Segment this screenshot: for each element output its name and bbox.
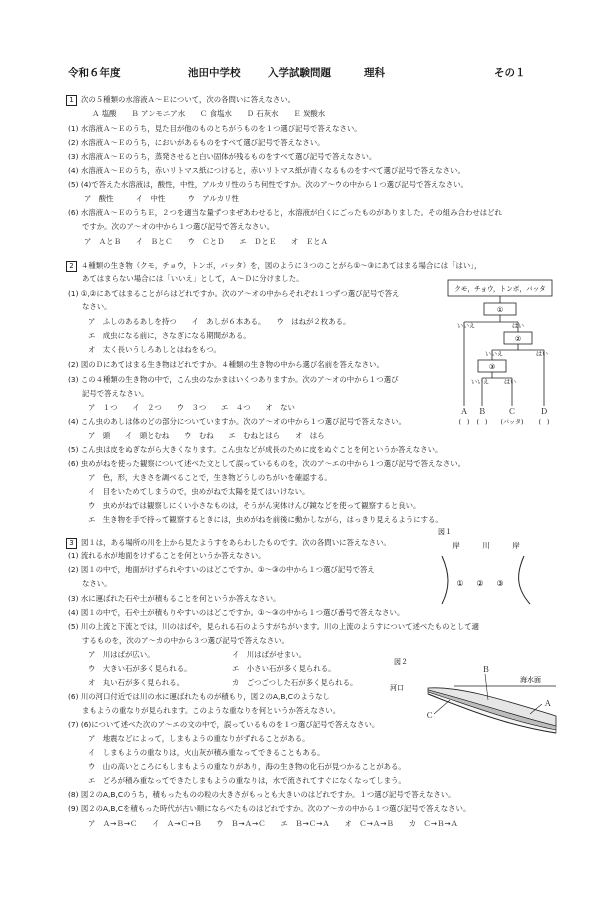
figure-2-estuary (388, 654, 560, 734)
figure-2-label: 図２ (394, 658, 408, 666)
q3-item: (6) 川の河口付近では川の水に運ばれたものが積もり，図２のA,B,Cのようなし (68, 692, 330, 701)
diagram-node-label: ① (496, 306, 504, 314)
diagram-yes-label: はい (511, 323, 525, 330)
q1-item-cont: ですか。次のア〜オの中から１つ選び記号で答えなさい。 (82, 222, 275, 231)
diagram-answer: ( ) (538, 419, 550, 426)
classification-diagram (444, 278, 558, 428)
diagram-node-label: ② (514, 335, 522, 343)
q2-item: (3) この４種類の生き物の中で，こん虫のなかまはいくつありますか。次のア〜オの中から１つ選び (68, 375, 399, 384)
diagram-no-label: いいえ (484, 351, 504, 358)
q3-item: (1) 流れる水が地面をけずることを何というか答えなさい。 (68, 551, 266, 560)
diagram-leaf: Ｂ (478, 407, 486, 416)
q2-choices: ア １つ イ ２つ ウ ３つ エ ４つ オ ない (88, 403, 295, 412)
q3-choice: ア 川はばが広い。 (88, 650, 155, 659)
layer-label-a: Ａ (544, 699, 552, 708)
diagram-answer: ( ) (476, 419, 488, 426)
diagram-leaf: Ｃ (508, 407, 516, 416)
q3-choice: エ 小さい石が多く見られる。 (232, 664, 336, 673)
q2-choice: イ 目をいためてしまうので，虫めがねで太陽を見てはいけない。 (88, 487, 310, 496)
q3-item: (4) 図１の中で，石や土が積もりやすいのはどこですか。①〜③の中から１つ選び番号で答えなさい。 (68, 608, 405, 617)
q2-choice: オ 太く長いうしろあしとはねをもつ。 (88, 345, 221, 354)
point-label: ③ (496, 579, 504, 588)
q1-item: (2) 水溶液Ａ〜Ｅのうち，においがあるものをすべて選び記号で答えなさい。 (68, 138, 325, 147)
q2-item: (6) 虫めがねを使った観察について述べた文として誤っているものを，次のア〜エの中から１つ選び記号で答えなさい。 (68, 459, 465, 468)
q1-choices: ア ＡとＢ イ ＢとＣ ウ ＣとＤ エ ＤとＥ オ ＥとＡ (84, 237, 328, 246)
q3-item-cont: まもようの重なりが見られます。このような重なりを何というか答えなさい。 (82, 706, 341, 715)
figure-1-river (420, 522, 560, 612)
question-1-intro: 次の５種類の水溶液Ａ〜Ｅについて，次の各問いに答えなさい。 (81, 95, 296, 104)
q3-item: (7) (6)について述べた次のア〜エの文の中で，誤っているものを１つ選び記号で答えなさい。 (68, 720, 380, 729)
q1-item: (5) (4)で答えた水溶液は，酸性，中性，アルカリ性のうち何性ですか。次のア〜ウの中から１つ選び記号で答えなさい。 (68, 180, 468, 189)
q1-item: (6) 水溶液Ａ〜ＥのうちＥ，２つを適当な量ずつまぜあわせると，水溶液が白くにごったものがありました。その組み合わせはどれ (68, 208, 502, 217)
question-number-box: 2 (66, 261, 77, 272)
q1-choices: ア 酸性 イ 中性 ウ アルカリ性 (84, 194, 239, 203)
layer-label-b: Ｂ (482, 665, 490, 674)
q3-item-cont: するものを，次のア〜カの中から３つ選び記号で答えなさい。 (82, 636, 289, 645)
q3-choice: イ 川はばがせまい。 (232, 650, 306, 659)
q3-item: (2) 図１の中で，地面がけずられやすいのはどこですか。①〜③の中から１つ選び記号で答え (68, 565, 375, 574)
q1-item: (1) 水溶液Ａ〜Ｅのうち，見た目が他のものとちがうものを１つ選び記号で答えなさい。 (68, 124, 362, 133)
q2-intro-cont: あてはまらない場合には「いいえ」として，Ａ〜Ｄに分けました。 (82, 274, 304, 283)
layer-label-c: Ｃ (426, 711, 434, 720)
q2-item-cont: 記号で答えなさい。 (82, 389, 149, 398)
page-label: その１ (494, 67, 526, 79)
subject-name: 理科 (364, 67, 385, 79)
diagram-node-label: ③ (488, 363, 496, 371)
figure-1-label: 図１ (438, 528, 452, 536)
diagram-leaf: Ｄ (540, 407, 548, 416)
question-number-box: 3 (66, 538, 77, 549)
q3-item: (3) 水に運ばれた石や土が積もることを何というか答えなさい。 (68, 594, 281, 603)
point-label: ② (476, 579, 484, 588)
q1-item: (3) 水溶液Ａ〜Ｅのうち，蒸発させると白い固体が残るものをすべて選び記号で答えなさい。 (68, 152, 377, 161)
q3-choice: ウ 大きい石が多く見られる。 (88, 664, 192, 673)
estuary-label: 河口 (390, 684, 404, 692)
q3-choices: ア Ａ→Ｂ→Ｃ イ Ａ→Ｃ→Ｂ ウ Ｂ→Ａ→Ｃ エ Ｂ→Ｃ→Ａ オ Ｃ→Ａ→Ｂ カ Ｃ→Ｂ→Ａ (88, 819, 458, 828)
q2-item: (2) 図のＤにあてはまる生き物はどれですか。４種類の生き物の中から選び名前を答えなさい。 (68, 360, 384, 369)
question-3-intro: 図１は，ある場所の川を上から見たようすをあらわしたものです。次の各問いに答えなさい。 (81, 538, 391, 547)
q2-choice: ウ 虫めがねでは観察しにくい小さなものは，そうがん実体けんび鏡などを使って観察すると良い。 (88, 501, 421, 510)
diagram-no-label: いいえ (470, 379, 490, 386)
q2-choices: ア 頭 イ 頭とむね ウ むね エ むねとはら オ はら (88, 431, 325, 440)
exam-year: 令和６年度 (68, 67, 121, 79)
q2-item: (5) こん虫は皮をぬぎながら大きくなります。こん虫などが成長のために皮をぬぐことを何というか答えなさい。 (68, 445, 443, 454)
q2-choice: ア 色，形，大きさを調べることで，生き物どうしのちがいを確認する。 (88, 473, 332, 482)
q3-choice: オ 丸い石が多く見られる。 (88, 678, 185, 687)
q3-choice: イ しまもようの重なりは，火山灰が積み重なってできることもある。 (88, 748, 325, 757)
q3-item: (9) 図２のA,B,Cを積もった時代が古い順にならべたものはどれですか。次のア〜カの中から１つ選び記号で答えなさい。 (68, 804, 471, 813)
q3-choice: ア 地震などによって，しまもようの重なりがずれることがある。 (88, 734, 310, 743)
point-label: ① (456, 579, 464, 588)
diagram-yes-label: はい (503, 379, 517, 386)
question-2-intro: ４種類の生き物（クモ，チョウ，トンボ，バッタ）を，図のように３つのことがら①〜③にあてはまる場合には「はい」， (81, 261, 482, 270)
q3-item: (5) 川の上流と下流とでは，川のはばや，見られる石のようすがちがいます。川の上流のようすについて述べたものとして適 (68, 622, 480, 631)
q3-choice: ウ 山の高いところにもしまもようの重なりがあり，海の生き物の化石が見つかることがある。 (88, 762, 406, 771)
q3-item: (8) 図２のA,B,Cのうち，積もったものの粒の大きさがもっとも大きいのはどれですか。１つ選び記号で答えなさい。 (68, 790, 456, 799)
river-bank-right (519, 556, 530, 604)
diagram-top-label: クモ，チョウ，トンボ，バッタ (454, 285, 546, 293)
river-label: 川 (482, 541, 490, 550)
q2-choice: エ 成虫になる前に，さなぎになる期間がある。 (88, 331, 251, 340)
q2-item: (4) こん虫のあしは体のどの部分についていますか。次のア〜オの中から１つ選び記号で答えなさい。 (68, 417, 406, 426)
q2-choice: ア ふしのあるあしを持つ イ あしが６本ある。 ウ はねが２枚ある。 (88, 317, 351, 326)
diagram-yes-label: はい (535, 351, 549, 358)
diagram-no-label: いいえ (456, 323, 476, 330)
q3-choice: カ ごつごつした石が多く見られる。 (232, 678, 358, 687)
stratum-a (428, 688, 556, 726)
bank-left-label: 岸 (452, 541, 460, 550)
school-name: 池田中学校 (188, 67, 241, 79)
solution-list: Ａ 塩酸 Ｂ アンモニア水 Ｃ 食塩水 Ｄ 石灰水 Ｅ 炭酸水 (92, 109, 326, 118)
q1-item: (4) 水溶液Ａ〜Ｅのうち，赤いリトマス紙につけると，赤いリトマス紙が青くなるものをすべて選び記号で答えなさい。 (68, 166, 465, 175)
diagram-answer: ( ) (458, 419, 470, 426)
q3-item-cont: なさい。 (82, 579, 112, 588)
q2-item: (1) ①,②にあてはまることがらはどれですか。次のア〜オの中からそれぞれ１つずつ選び記号で答え (68, 289, 400, 298)
river-bank-left (442, 556, 448, 604)
q2-item-cont: なさい。 (82, 302, 112, 311)
diagram-leaf: Ａ (460, 407, 468, 416)
diagram-answer: (バッタ) (500, 419, 524, 426)
q2-choice: エ 生き物を手で持って観察するときには，虫めがねを前後に動かしながら，はっきり見えるようにする。 (88, 515, 443, 524)
q3-choice: エ どろが積み重なってできたしまもようの重なりは，水で流されてすぐになくなってしまう。 (88, 776, 406, 785)
question-number-box: 1 (66, 95, 77, 106)
sea-level-label: 海水面 (520, 676, 541, 684)
bank-right-label: 岸 (512, 541, 520, 550)
exam-title: 入学試験問題 (268, 67, 331, 79)
